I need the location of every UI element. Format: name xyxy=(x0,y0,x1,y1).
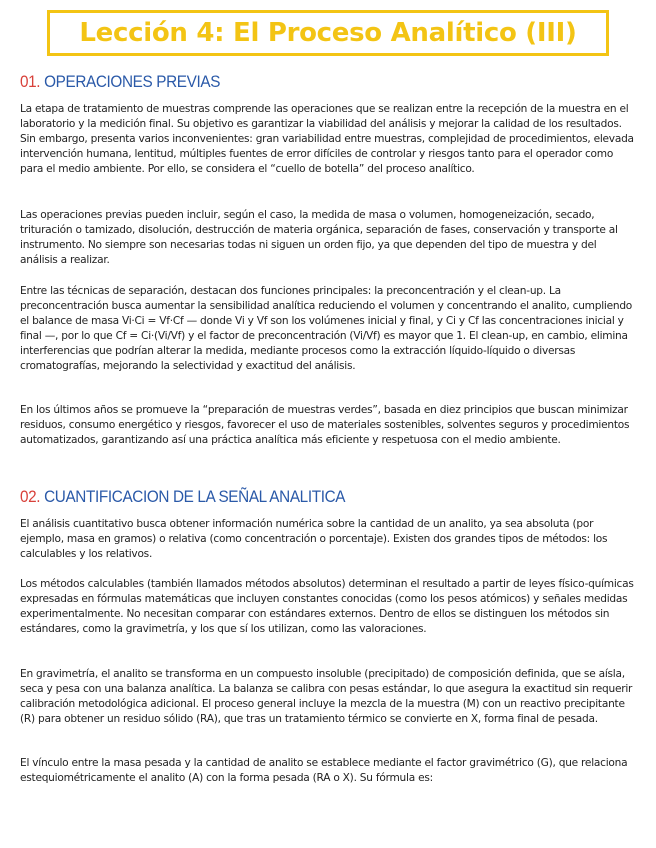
paragraph: La etapa de tratamiento de muestras comprende las operaciones que se realizan entre la recepción de la muestra en el laboratorio y la medición final. Su objetivo es garantizar la viabilidad del análisis y mejorar la calidad de los resultados. Sin embargo, presenta varios inconvenientes: gran variabilidad entre muestras, complejidad de procedimientos, elevada intervención humana, lentitud, múltiples fuentes de error difíciles de controlar y riesgos tanto para el operador como para el medio ambiente. Por ello, se considera el “cuello de botella” del proceso analítico. xyxy=(20,103,634,175)
section-number: 02. xyxy=(20,487,41,506)
paragraph: Las operaciones previas pueden incluir, según el caso, la medida de masa o volumen, homogeneización, secado, trituración o tamizado, disolución, destrucción de materia orgánica, separación de fases, conservación y transporte al instrumento. No siempre son necesarias todas ni siguen un orden fijo, ya que dependen del tipo de muestra y del análisis a realizar. xyxy=(20,209,618,266)
paragraph: En los últimos años se promueve la “preparación de muestras verdes”, basada en diez principios que buscan minimizar residuos, consumo energético y riesgos, favorecer el uso de materiales sostenibles, solventes seguros y procedimientos automatizados, garantizando así una práctica analítica más eficiente y respetuosa con el medio ambiente. xyxy=(20,404,630,446)
section-title: CUANTIFICACION DE LA SEÑAL ANALITICA xyxy=(44,487,346,506)
paragraph: En gravimetría, el analito se transforma en un compuesto insoluble (precipitado) de composición definida, que se aísla, seca y pesa con una balanza analítica. La balanza se calibra con pesas estándar, lo que asegura la exactitud sin requerir calibración metodológica adicional. El proceso general incluye la mezcla de la muestra (M) con un reactivo precipitante (R) para obtener un residuo sólido (RA), que tras un tratamiento térmico se convierte en X, forma final de pesada. xyxy=(20,668,633,725)
section-number: 01. xyxy=(20,72,41,91)
title-banner xyxy=(47,10,609,56)
section-title: OPERACIONES PREVIAS xyxy=(44,72,221,91)
paragraph: El análisis cuantitativo busca obtener información numérica sobre la cantidad de un analito, ya sea absoluta (por ejemplo, masa en gramos) o relativa (como concentración o porcentaje). Existen dos grandes tipos de métodos: los calculables y los relativos. xyxy=(20,518,608,560)
lesson-title: Lección 4: El Proceso Analítico (III) xyxy=(79,18,577,48)
section-heading-cuantificacion xyxy=(20,487,345,507)
paragraph: Los métodos calculables (también llamados métodos absolutos) determinan el resultado a partir de leyes físico-químicas expresadas en fórmulas matemáticas que incluyen constantes conocidas (como los pesos atómicos) y señales medidas experimentalmente. No necesitan comparar con estándares externos. Dentro de ellos se distinguen los métodos sin estándares, como la gravimetría, y los que sí los utilizan, como las valoraciones. xyxy=(20,578,634,635)
paragraph: El vínculo entre la masa pesada y la cantidad de analito se establece mediante el factor gravimétrico (G), que relaciona estequiométricamente el analito (A) con la forma pesada (RA o X). Su fórmula es: xyxy=(20,757,628,784)
section-heading-operaciones-previas xyxy=(20,72,220,92)
paragraph: Entre las técnicas de separación, destacan dos funciones principales: la preconcentración y el clean-up. La preconcentración busca aumentar la sensibilidad analítica reduciendo el volumen y concentrando el analito, cumpliendo el balance de masa Vi·Ci = Vf·Cf — donde Vi y Vf son los volúmenes inicial y final, y Ci y Cf las concentraciones inicial y final —, por lo que Cf = Ci·(Vi/Vf) y el factor de preconcentración (Vi/Vf) es mayor que 1. El clean-up, en cambio, elimina interferencias que podrían alterar la medida, mediante procesos como la extracción líquido-líquido o diversas cromatografías, mejorando la selectividad y exactitud del análisis. xyxy=(20,285,633,372)
